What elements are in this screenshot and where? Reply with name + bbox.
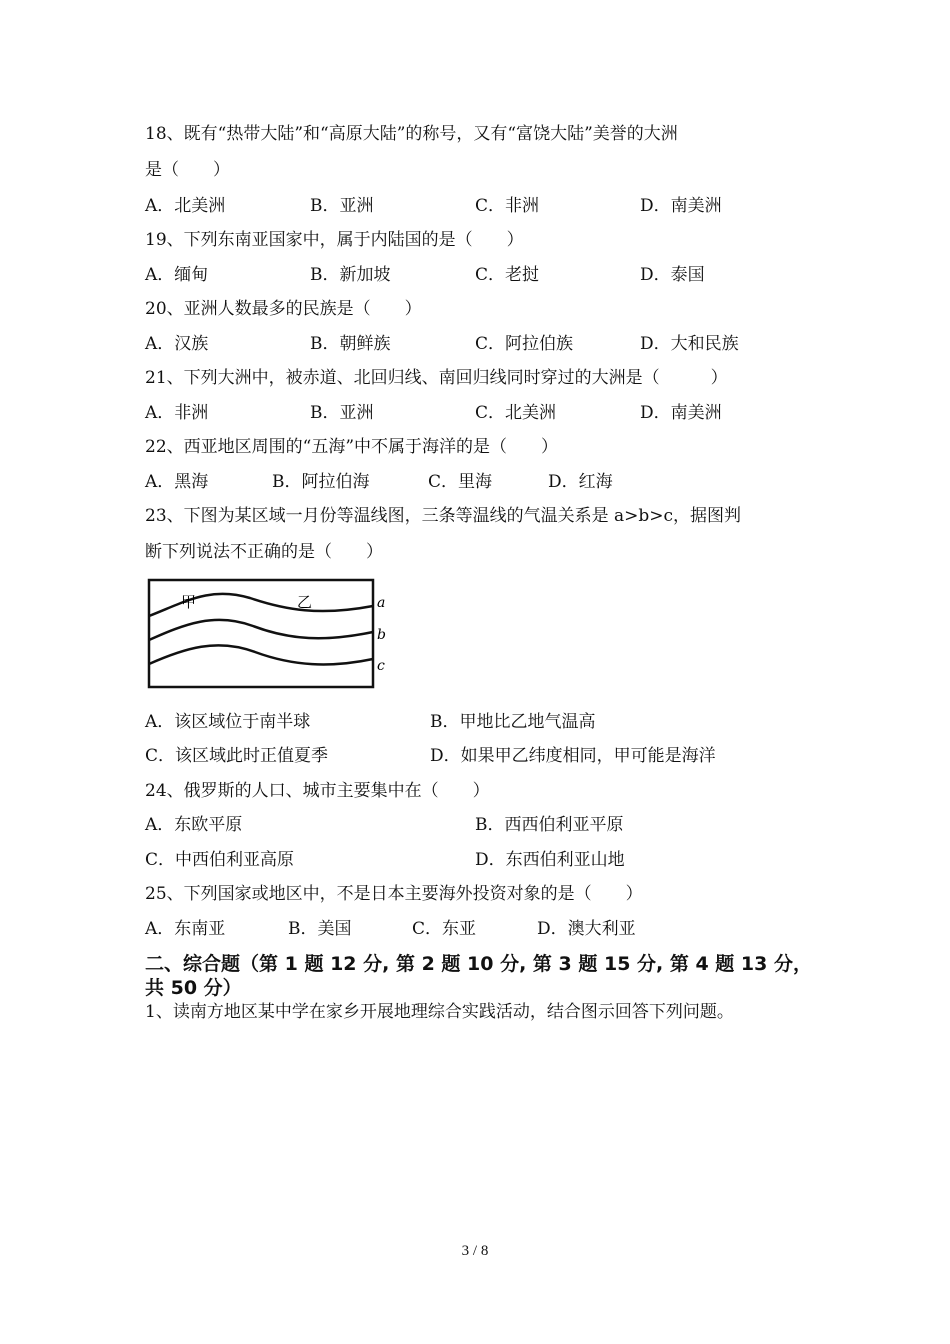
q20-option-b: B．朝鲜族 [310,334,391,354]
q25-option-c: C．东亚 [412,919,477,939]
q18-option-d: D．南美洲 [640,196,722,216]
q21-option-d: D．南美洲 [640,403,722,423]
q19-option-b: B．新加坡 [310,265,391,285]
label-b: b [377,627,386,643]
q23-option-c: C．该区域此时正值夏季 [145,746,329,766]
q18-option-a: A．北美洲 [145,196,226,216]
q22-option-a: A．黑海 [145,472,209,492]
label-c: c [377,658,385,674]
q22-option-c: C．里海 [428,472,493,492]
q20-stem: 20、亚洲人数最多的民族是（ ） [145,299,422,319]
q25-option-b: B．美国 [288,919,352,939]
q21-option-a: A．非洲 [145,403,209,423]
q24-stem: 24、俄罗斯的人口、城市主要集中在（ ） [145,781,490,801]
q22-stem: 22、西亚地区周围的“五海”中不属于海洋的是（ ） [145,437,559,457]
q20-option-c: C．阿拉伯族 [475,334,574,354]
q24-option-c: C．中西伯利亚高原 [145,850,295,870]
q23-stem-cont: 断下列说法不正确的是（ ） [145,542,383,562]
q20-option-d: D．大和民族 [640,334,739,354]
q25-option-a: A．东南亚 [145,919,226,939]
label-a: a [377,595,386,611]
q24-option-b: B．西西伯利亚平原 [475,815,624,835]
isotherm-line-b [149,620,373,640]
q19-option-c: C．老挝 [475,265,540,285]
q20-option-a: A．汉族 [145,334,209,354]
section2-q1-stem: 1、读南方地区某中学在家乡开展地理综合实践活动，结合图示回答下列问题。 [145,1002,734,1022]
label-jia: 甲 [181,593,197,611]
q18-stem: 18、既有“热带大陆”和“高原大陆”的称号，又有“富饶大陆”美誉的大洲 [145,124,678,144]
isotherm-figure [145,576,390,691]
q19-option-a: A．缅甸 [145,265,209,285]
q23-stem: 23、下图为某区域一月份等温线图，三条等温线的气温关系是 a>b>c，据图判 [145,506,742,526]
q19-stem: 19、下列东南亚国家中，属于内陆国的是（ ） [145,230,524,250]
q18-option-b: B．亚洲 [310,196,374,216]
q23-option-b: B．甲地比乙地气温高 [430,712,596,732]
q25-stem: 25、下列国家或地区中，不是日本主要海外投资对象的是（ ） [145,884,643,904]
q24-option-d: D．东西伯利亚山地 [475,850,625,870]
q25-option-d: D．澳大利亚 [537,919,636,939]
q21-stem: 21、下列大洲中，被赤道、北回归线、南回归线同时穿过的大洲是（ ） [145,368,728,388]
q22-option-d: D．红海 [548,472,613,492]
q19-option-d: D．泰国 [640,265,705,285]
page-number: 3 / 8 [461,1243,489,1259]
q24-option-a: A．东欧平原 [145,815,243,835]
section2-heading-cont: 共 50 分） [145,977,242,999]
q22-option-b: B．阿拉伯海 [272,472,370,492]
q23-option-a: A．该区域位于南半球 [145,712,311,732]
isotherm-line-c [149,645,373,664]
label-yi: 乙 [297,593,313,611]
q18-option-c: C．非洲 [475,196,540,216]
q21-option-b: B．亚洲 [310,403,374,423]
q18-stem-cont: 是（ ） [145,160,230,180]
q23-option-d: D．如果甲乙纬度相同，甲可能是海洋 [430,746,716,766]
q21-option-c: C．北美洲 [475,403,557,423]
section2-heading: 二、综合题（第 1 题 12 分, 第 2 题 10 分, 第 3 题 15 分, 第 4 题 13 分， [145,953,812,975]
